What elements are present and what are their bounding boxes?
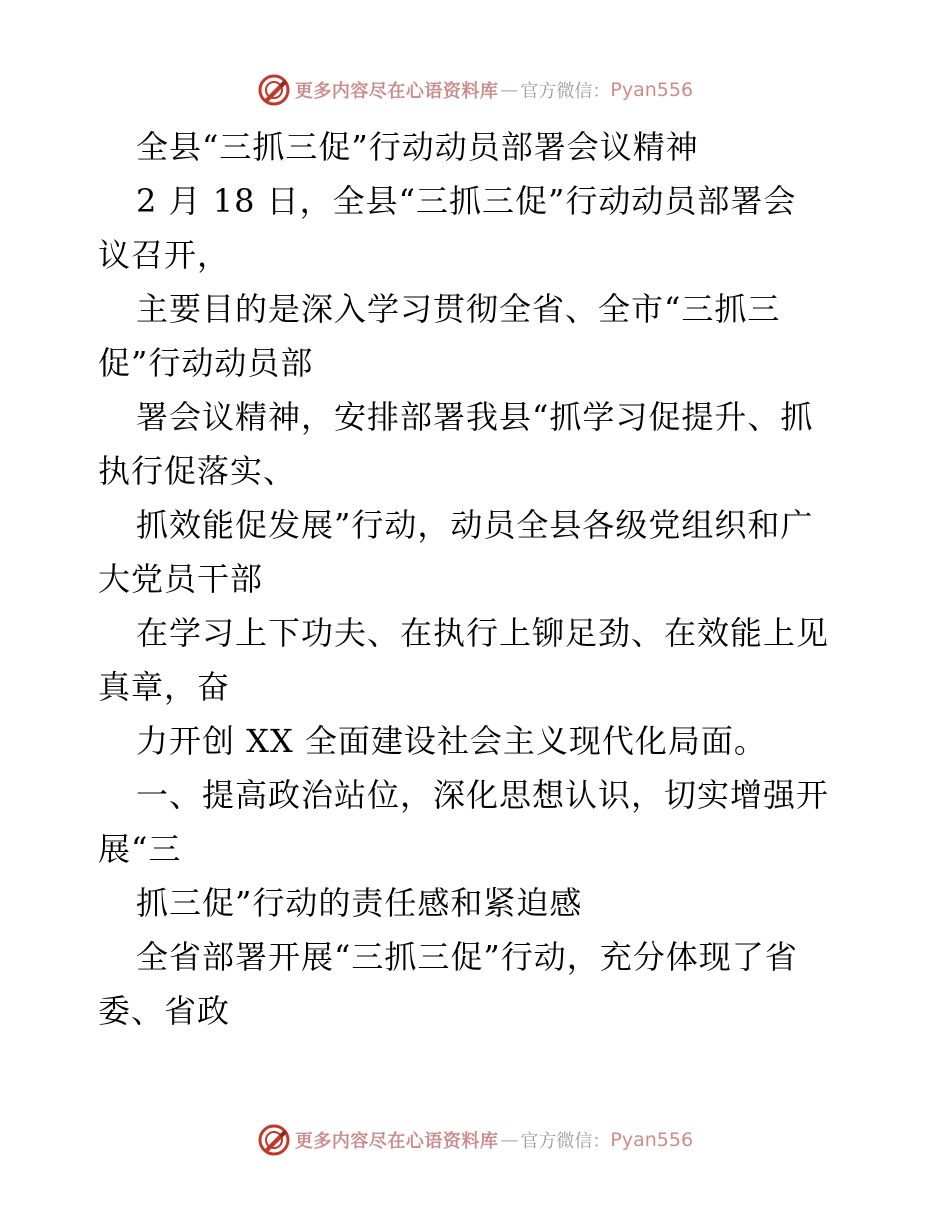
watermark-account: Pyan556	[610, 1129, 694, 1151]
text-line: 署会议精神，安排部署我县“抓学习促提升、抓	[136, 398, 814, 436]
watermark-dash: —	[500, 1129, 519, 1151]
header-watermark	[0, 70, 950, 110]
text-line: 全县“三抓三促”行动动员部署会议精神	[136, 128, 699, 166]
text-line: 委、省政	[98, 992, 231, 1030]
text-line: 全省部署开展“三抓三促”行动，充分体现了省	[136, 938, 798, 976]
watermark-main-text: 更多内容尽在心语资料库	[294, 81, 499, 102]
text-line: 抓三促”行动的责任感和紧迫感	[136, 884, 583, 922]
text-line: 抓效能促发展”行动，动员全县各级党组织和广	[136, 506, 814, 544]
text-line: 一、提高政治站位，深化思想认识，切实增强开	[136, 776, 830, 814]
watermark-main-text: 更多内容尽在心语资料库	[294, 1131, 499, 1152]
pen-logo-icon	[257, 1123, 291, 1157]
text-line: 力开创 XX 全面建设社会主义现代化局面。	[136, 722, 767, 760]
watermark-dash: —	[500, 79, 519, 101]
document-body	[98, 120, 858, 1038]
watermark-sub-text: 官方微信：	[520, 81, 611, 102]
watermark-account: Pyan556	[610, 79, 694, 101]
text-line: 执行促落实、	[98, 452, 297, 490]
text-line: 2 月 18 日，全县“三抓三促”行动动员部署会	[136, 182, 797, 220]
footer-watermark	[0, 1120, 950, 1160]
text-line: 大党员干部	[98, 560, 264, 598]
text-line: 议召开，	[98, 236, 231, 274]
text-line: 主要目的是深入学习贯彻全省、全市“三抓三	[136, 290, 781, 328]
text-line: 在学习上下功夫、在执行上铆足劲、在效能上见	[136, 614, 830, 652]
watermark-sub-text: 官方微信：	[520, 1131, 611, 1152]
text-line: 真章，奋	[98, 668, 231, 706]
pen-logo-icon	[257, 73, 291, 107]
text-line: 促”行动动员部	[98, 344, 314, 382]
text-line: 展“三	[98, 830, 182, 868]
